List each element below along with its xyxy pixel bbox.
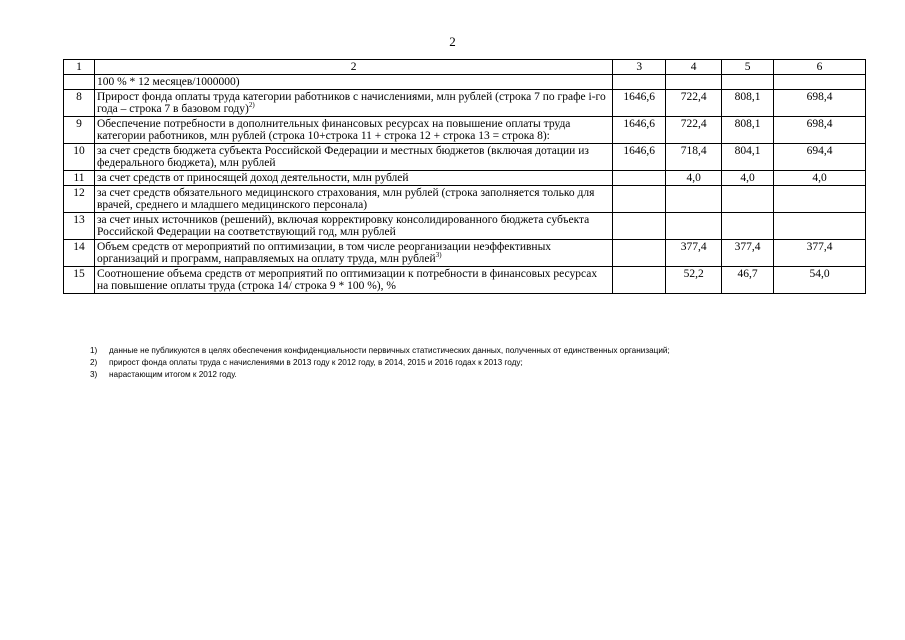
row-number-cell: 12 <box>64 186 95 213</box>
footnote-item <box>90 357 850 369</box>
row-description-text: за счет средств обязательного медицинского страхования, млн рублей (строка заполняется только для врачей, среднего и младшего медицинского персонала) <box>96 187 595 211</box>
footnote-item <box>90 345 850 357</box>
value-cell-col4: 718,4 <box>666 144 722 171</box>
value-cell-col6: 698,4 <box>774 117 866 144</box>
value-cell-col5: 4,0 <box>722 171 774 186</box>
row-description-cell <box>94 171 612 186</box>
footnote-text: данные не публикуются в целях обеспечения конфиденциальности первичных статистических данных, полученных от единственных организаций; <box>109 346 670 355</box>
row-description-text: 100 % * 12 месяцев/1000000) <box>96 76 240 88</box>
value-cell-col4 <box>666 213 722 240</box>
value-cell-col6: 4,0 <box>774 171 866 186</box>
value-cell-col6: 54,0 <box>774 267 866 294</box>
value-cell-col5: 808,1 <box>722 90 774 117</box>
row-number-cell: 10 <box>64 144 95 171</box>
row-description-text: Прирост фонда оплаты труда категории работников с начислениями, млн рублей (строка 7 по графе i-го года – строка 7 в базовом году) <box>96 91 606 115</box>
row-description-text: за счет иных источников (решений), включая корректировку консолидированного бюджета субъекта Российской Федерации на соответствующий год, млн рублей <box>96 214 590 238</box>
table-row <box>64 171 866 186</box>
value-cell-col4: 722,4 <box>666 90 722 117</box>
table-row <box>64 213 866 240</box>
row-description-text: Соотношение объема средств от мероприятий по оптимизации к потребности в финансовых ресурсах на повышение оплаты труда (строка 14/ строка 9 * 100 %), % <box>96 268 598 292</box>
table-body <box>64 60 866 294</box>
value-cell-col5: 377,4 <box>722 240 774 267</box>
table-row <box>64 75 866 90</box>
footnote-mark: 3) <box>90 370 98 379</box>
value-cell-col3 <box>613 267 666 294</box>
value-cell-col3 <box>613 75 666 90</box>
footnote-reference: 3) <box>435 251 442 260</box>
row-number-cell: 15 <box>64 267 95 294</box>
row-number-cell: 11 <box>64 171 95 186</box>
row-number-cell: 14 <box>64 240 95 267</box>
data-table <box>63 59 866 294</box>
table-header-row <box>64 60 866 75</box>
row-number-cell: 8 <box>64 90 95 117</box>
value-cell-col6: 694,4 <box>774 144 866 171</box>
footnote-text: прирост фонда оплаты труда с начислениями в 2013 году к 2012 году, в 2014, 2015 и 2016 годах к 2013 году; <box>109 358 523 367</box>
footnote-mark: 2) <box>90 358 98 367</box>
row-description-text: Обеспечение потребности в дополнительных финансовых ресурсах на повышение оплаты труда категории работников, млн рублей (строка 10+строка 11 + строка 12 + строка 13 = строка 8): <box>96 118 571 142</box>
value-cell-col5: 808,1 <box>722 117 774 144</box>
value-cell-col4 <box>666 75 722 90</box>
value-cell-col6 <box>774 186 866 213</box>
header-cell: 4 <box>666 60 722 75</box>
value-cell-col3 <box>613 171 666 186</box>
footnote-item <box>90 369 850 381</box>
value-cell-col4: 4,0 <box>666 171 722 186</box>
value-cell-col6: 377,4 <box>774 240 866 267</box>
row-description-text: за счет средств бюджета субъекта Российской Федерации и местных бюджетов (включая дотации из федерального бюджета), млн рублей <box>96 145 589 169</box>
value-cell-col6: 698,4 <box>774 90 866 117</box>
header-cell: 5 <box>722 60 774 75</box>
header-cell: 3 <box>613 60 666 75</box>
row-description-cell <box>94 213 612 240</box>
value-cell-col6 <box>774 75 866 90</box>
value-cell-col3 <box>613 213 666 240</box>
table-row <box>64 267 866 294</box>
row-description-cell <box>94 240 612 267</box>
footnote-reference: 2) <box>248 101 255 110</box>
table-row <box>64 90 866 117</box>
footnote-mark: 1) <box>90 346 98 355</box>
row-number-cell <box>64 75 95 90</box>
row-description-cell <box>94 90 612 117</box>
header-cell: 1 <box>64 60 95 75</box>
value-cell-col5 <box>722 213 774 240</box>
row-description-cell <box>94 75 612 90</box>
row-description-cell <box>94 267 612 294</box>
value-cell-col4: 377,4 <box>666 240 722 267</box>
row-description-text: Объем средств от мероприятий по оптимизации, в том числе реорганизации неэффективных организаций и программ, направляемых на оплату труда, млн рублей <box>96 241 552 265</box>
value-cell-col5 <box>722 186 774 213</box>
table-row <box>64 117 866 144</box>
header-cell: 6 <box>774 60 866 75</box>
page-number: 2 <box>449 34 456 49</box>
table-row <box>64 186 866 213</box>
header-cell: 2 <box>94 60 612 75</box>
table-row <box>64 240 866 267</box>
value-cell-col3: 1646,6 <box>613 117 666 144</box>
value-cell-col3 <box>613 240 666 267</box>
value-cell-col6 <box>774 213 866 240</box>
value-cell-col4: 52,2 <box>666 267 722 294</box>
row-description-cell <box>94 186 612 213</box>
value-cell-col4: 722,4 <box>666 117 722 144</box>
row-number-cell: 9 <box>64 117 95 144</box>
row-description-text: за счет средств от приносящей доход деятельности, млн рублей <box>96 172 409 184</box>
value-cell-col5: 804,1 <box>722 144 774 171</box>
table-row <box>64 144 866 171</box>
value-cell-col5: 46,7 <box>722 267 774 294</box>
footnote-text: нарастающим итогом к 2012 году. <box>109 370 237 379</box>
footnotes <box>90 345 850 381</box>
row-description-cell <box>94 117 612 144</box>
value-cell-col3 <box>613 186 666 213</box>
value-cell-col3: 1646,6 <box>613 90 666 117</box>
value-cell-col4 <box>666 186 722 213</box>
value-cell-col5 <box>722 75 774 90</box>
value-cell-col3: 1646,6 <box>613 144 666 171</box>
row-number-cell: 13 <box>64 213 95 240</box>
row-description-cell <box>94 144 612 171</box>
